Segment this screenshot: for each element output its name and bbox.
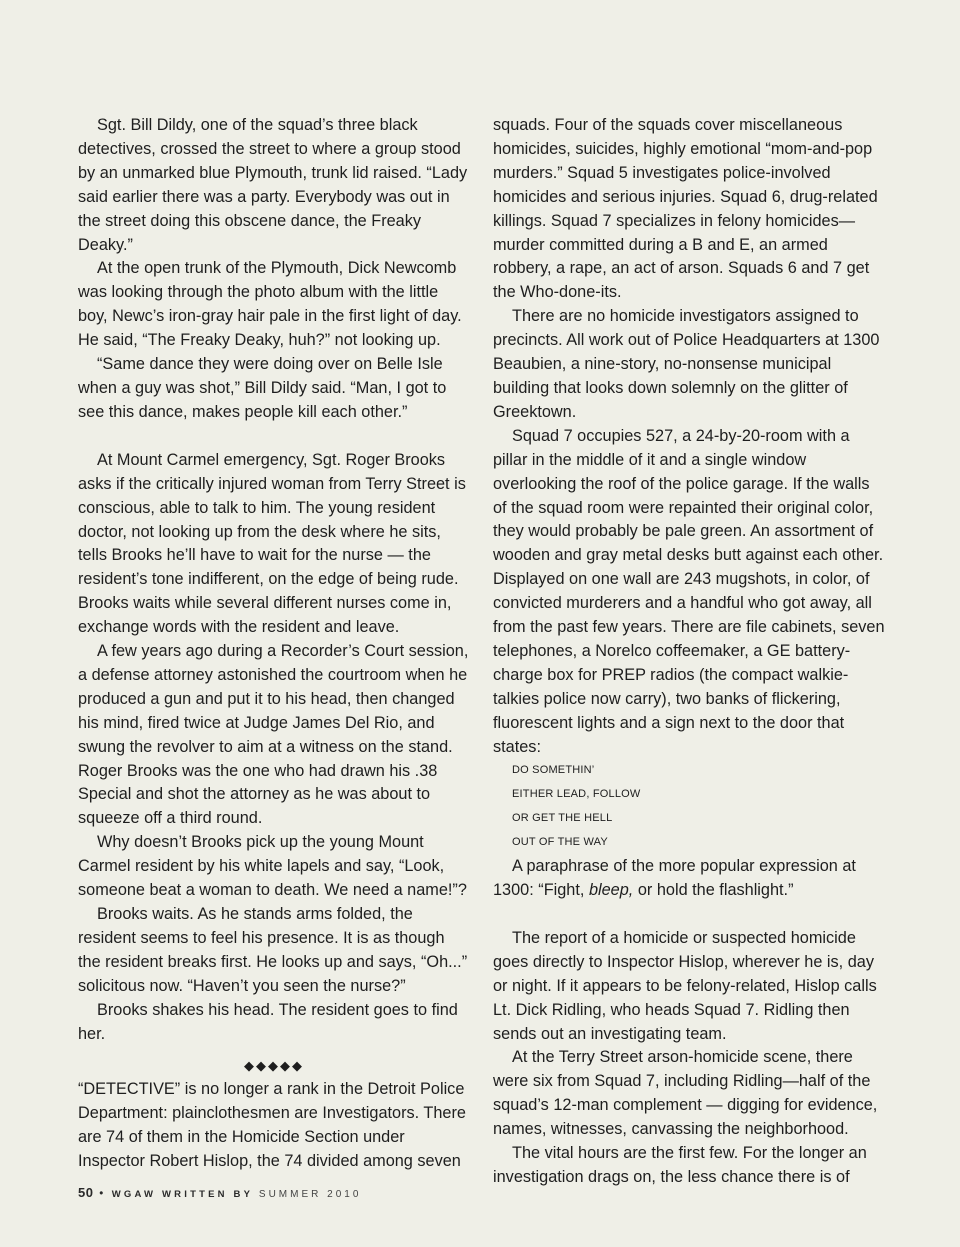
section-break [78,425,470,449]
section-break [493,903,885,927]
paragraph: Why doesn’t Brooks pick up the young Mount Carmel resident by his white lapels and say, “Look, someone beat a woman to death. We need a name!”? [78,833,467,900]
paragraph: squads. Four of the squads cover miscellaneous homicides, suicides, highly emotional “mom-and-pop murders.” Squad 5 investigates police-involved homicides and serious injuries. Squad 6, drug-related killings. Squad 7 specializes in felony homicides—murder committed during a B and E, an armed robbery, a rape, an act of arson. Squads 6 and 7 get the Who-done-its. [493,116,878,302]
italic-word: bleep, [588,881,634,899]
issue-date: SUMMER 2010 [258,1189,362,1200]
paragraph: Squad 7 occupies 527, a 24-by-20-room with a pillar in the middle of it and a single window overlooking the roof of the police garage. If the walls of the squad room were repainted their original color, they would probably be pale green. An assortment of wooden and gray metal desks butt against each other. Displayed on one wall are 243 mugshots, in color, of convicted murderers and a handful who got away, all from the past few years. There are file cabinets, seven telephones, a Norelco coffeemaker, a GE battery-charge box for PREP radios (the compact walkie-talkies police now carry), two banks of flickering, fluorescent lights and a sign next to the door that states: [493,426,885,756]
paragraph: “Same dance they were doing over on Belle Isle when a guy was shot,” Bill Dildy said. “Man, I got to see this dance, makes people kill each other.” [78,355,447,421]
paragraph: At the Terry Street arson-homicide scene, there were six from Squad 7, including Ridling—half of the squad’s 12-man complement — digging for evidence, names, witnesses, canvassing the neighborhood. [493,1048,878,1139]
page-number: 50 [78,1185,94,1200]
sign-line: OUT OF THE WAY [512,836,608,849]
publication-name: WGAW WRITTEN BY [111,1189,254,1200]
paragraph [493,855,885,903]
footer-bullet: • [99,1188,106,1200]
paragraph: Sgt. Bill Dildy, one of the squad’s three black detectives, crossed the street to where a group stood by an unmarked blue Plymouth, trunk lid raised. “Lady said earlier there was a party. Everybody was out in the street doing this obscene dance, the Freaky Deaky.” [78,116,468,254]
sign-line: OR GET THE HELL [512,812,613,825]
paragraph: Brooks shakes his head. The resident goes to find her. [78,1000,458,1043]
right-column [493,114,885,1190]
sign-line: EITHER LEAD, FOLLOW [512,788,641,801]
paragraph: At Mount Carmel emergency, Sgt. Roger Brooks asks if the critically injured woman from Terry Street is conscious, able to talk to him. The young resident doctor, not looking up from the desk where he sits, tells Brooks he’ll have to wait for the nurse — the resident’s tone indifferent, on the edge of being rude. Brooks waits while several different nurses come in, exchange words with the resident and leave. [78,450,466,637]
sign-line: DO SOMETHIN’ [512,764,595,777]
paragraph: Brooks waits. As he stands arms folded, the resident seems to feel his presence. It is as though the resident breaks first. He looks up and says, “Oh...” solicitous now. “Haven’t you seen the nurse?” [78,905,468,995]
paragraph: The vital hours are the first few. For the longer an investigation drags on, the less chance there is of [493,1144,867,1186]
sign-text [493,759,885,855]
page-footer [78,1185,361,1200]
paragraph-text: or hold the flashlight.” [633,881,794,899]
paragraph-text: A paraphrase of the more popular expression at 1300: “Fight, [493,857,856,899]
paragraph: The report of a homicide or suspected homicide goes directly to Inspector Hislop, wherever he is, day or night. If it appears to be felony-related, Hislop calls Lt. Dick Ridling, who heads Squad 7. Ridling then sends out an investigating team. [493,928,877,1043]
left-column [78,114,470,1174]
paragraph: A few years ago during a Recorder’s Court session, a defense attorney astonished the courtroom when he produced a gun and put it to his head, then changed his mind, fired twice at Judge James Del Rio, and swung the revolver to aim at a witness on the stand. Roger Brooks was the one who had drawn his .38 Special and shot the attorney as he was about to squeeze off a third round. [78,642,469,828]
section-separator: ◆◆◆◆◆ [244,1058,304,1074]
paragraph: There are no homicide investigators assigned to precincts. All work out of Police Headquarters at 1300 Beaubien, a nine-story, no-nonsense municipal building that looks down solemnly on the glitter of Greektown. [493,307,880,421]
paragraph: “DETECTIVE” is no longer a rank in the Detroit Police Department: plainclothesmen are Investigators. There are 74 of them in the Homicide Section under Inspector Robert Hislop, the 74 divided among seven [78,1080,466,1171]
paragraph: At the open trunk of the Plymouth, Dick Newcomb was looking through the photo album with the little boy, Newc’s iron-gray hair pale in the first light of day. He said, “The Freaky Deaky, huh?” not looking up. [78,259,462,350]
